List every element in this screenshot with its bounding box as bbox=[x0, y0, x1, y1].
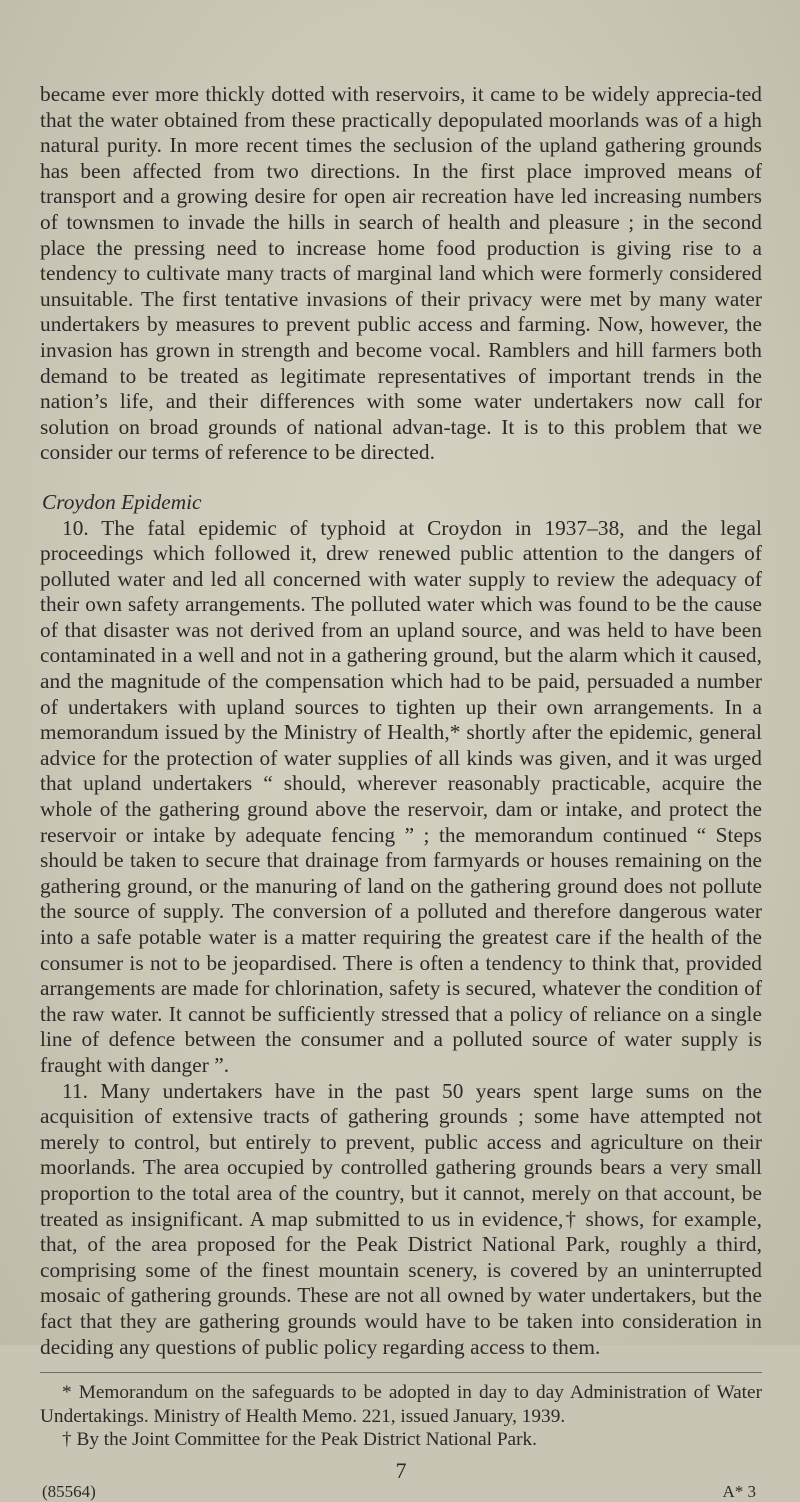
printer-line bbox=[40, 1482, 762, 1502]
print-code: (85564) bbox=[42, 1481, 96, 1501]
intro-paragraph: became ever more thickly dotted with reservoirs, it came to be widely apprecia-ted that the water obtained from these practically depopulated moorlands was of a high natural purity. In more recent times the seclusion of the upland gathering grounds has been affected from two directions. In the first place improved means of transport and a growing desire for open air recreation have led increasing numbers of townsmen to invade the hills in search of health and pleasure ; in the second place the pressing need to increase home food production is giving rise to a tendency to cultivate many tracts of marginal land which were formerly considered unsuitable. The first tentative invasions of their privacy were met by many water undertakers by measures to prevent public access and farming. Now, however, the invasion has grown in strength and become vocal. Ramblers and hill farmers both demand to be treated as legitimate representatives of important trends in the nation’s life, and their differences with some water undertakers now call for solution on broad grounds of national advan-tage. It is to this problem that we consider our terms of reference to be directed. bbox=[40, 82, 762, 465]
section-heading: Croydon Epidemic bbox=[42, 489, 202, 514]
footnote-divider bbox=[40, 1372, 762, 1373]
paragraph-10: 10. The fatal epidemic of typhoid at Croydon in 1937–38, and the legal proceedings which followed it, drew renewed public attention to the dangers of polluted water and led all concerned with water supply to review the adequacy of their own safety arrangements. The polluted water which was found to be the cause of that disaster was not derived from an upland source, and was held to have been contaminated in a well and not in a gathering ground, but the alarm which it caused, and the magnitude of the compensation which had to be paid, persuaded a number of undertakers with upland sources to tighten up their own arrangements. In a memorandum issued by the Ministry of Health,* shortly after the epidemic, general advice for the protection of water supplies of all kinds was given, and it was urged that upland undertakers “ should, wherever reasonably practicable, acquire the whole of the gathering ground above the reservoir, dam or intake, and protect the reservoir or intake by adequate fencing ” ; the memorandum continued “ Steps should be taken to secure that drainage from farmyards or houses remaining on the gathering ground, or the manuring of land on the gathering ground does not pollute the source of supply. The conversion of a polluted and therefore dangerous water into a safe potable water is a matter requiring the greatest care if the health of the consumer is not to be jeopardised. There is often a tendency to think that, provided arrangements are made for chlorination, safety is secured, whatever the condition of the raw water. It cannot be sufficiently stressed that a policy of reliance on a single line of defence between the consumer and a polluted source of water supply is fraught with danger ”. bbox=[40, 515, 762, 1077]
page-number: 7 bbox=[395, 1457, 407, 1483]
signature-mark: A* 3 bbox=[722, 1481, 756, 1501]
footnote-2: † By the Joint Committee for the Peak District National Park. bbox=[62, 1429, 537, 1451]
footnote-1: * Memorandum on the safeguards to be adopted in day to day Administration of Water Undertakings. Ministry of Health Memo. 221, issued January, 1939. bbox=[40, 1382, 762, 1427]
paragraph-11: 11. Many undertakers have in the past 50 years spent large sums on the acquisition of extensive tracts of gathering grounds ; some have attempted not merely to control, but entirely to prevent, public access and agriculture on their moorlands. The area occupied by controlled gathering grounds bears a very small proportion to the total area of the country, but it cannot, merely on that account, be treated as insignificant. A map submitted to us in evidence,† shows, for example, that, of the area proposed for the Peak District National Park, roughly a third, comprising some of the finest mountain scenery, is covered by an uninterrupted mosaic of gathering grounds. These are not all owned by water undertakers, but the fact that they are gathering grounds would have to be taken into consideration in deciding any questions of public policy regarding access to them. bbox=[40, 1078, 762, 1359]
